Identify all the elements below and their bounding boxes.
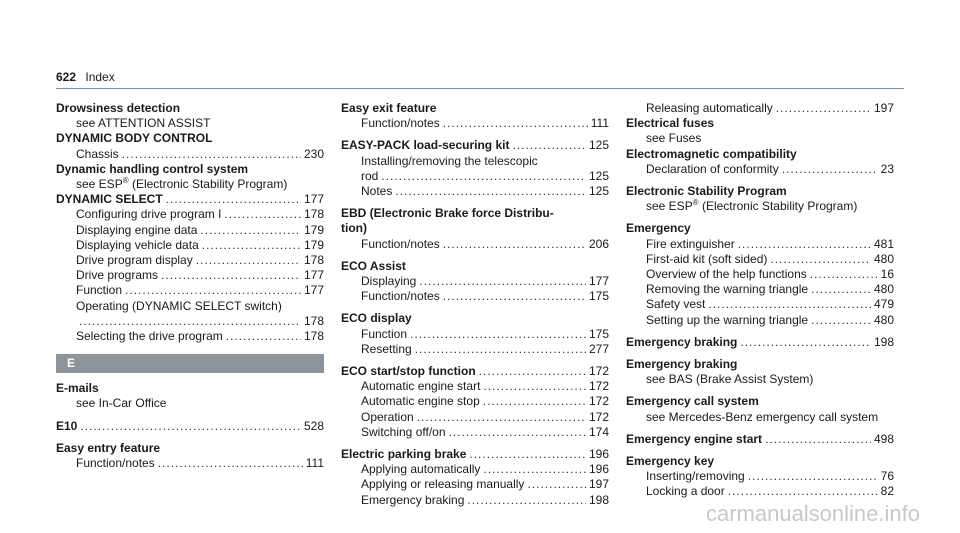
index-see-ref[interactable]: see ESP® (Electronic Stability Program) [76,176,288,192]
index-subentry[interactable]: Overview of the help functions ..... 16 [626,267,894,282]
index-subentry[interactable]: Releasing automatically ..... 197 [626,101,894,116]
index-subentry[interactable]: Drive programs ..... 177 [56,268,324,283]
index-subentry[interactable]: Setting up the warning triangle ..... 480 [626,313,894,328]
index-entry-title: Electrical fuses [626,116,715,131]
index-see-ref[interactable]: see Mercedes-Benz emergency call system [646,409,879,424]
index-entry-title: Dynamic handling control system [56,161,249,176]
index-entry-title: Electronic Stability Program [626,184,787,199]
index-entry-title: EBD (Electronic Brake force Distribu- [341,206,554,221]
index-entry-title: Electromagnetic compatibility [626,146,797,161]
index-entry-title: DYNAMIC BODY CONTROL [56,131,213,146]
index-subentry[interactable]: Resetting ..... 277 [341,342,609,357]
index-entry-title: E-mails [56,381,99,396]
index-subentry-page[interactable]: ..... 178 [56,314,324,329]
index-see-ref[interactable]: see In-Car Office [76,396,167,411]
index-entry[interactable]: Emergency engine start ..... 498 [626,432,894,447]
index-subentry[interactable]: Displaying vehicle data ..... 179 [56,238,324,253]
page-header [56,70,115,84]
index-subentry[interactable]: Chassis ..... 230 [56,147,324,162]
index-column-1 [56,101,324,471]
index-subentry[interactable]: Inserting/removing ..... 76 [626,469,894,484]
index-subentry[interactable]: Switching off/on ..... 174 [341,425,609,440]
index-subentry[interactable]: Function/notes ..... 111 [341,116,609,131]
index-column-3 [626,101,894,500]
index-subentry[interactable]: Displaying ..... 177 [341,274,609,289]
page-number: 622 [56,70,77,84]
index-subentry[interactable]: Function ..... 177 [56,283,324,298]
index-subentry[interactable]: Applying or releasing manually ..... 197 [341,477,609,492]
index-subentry[interactable]: Declaration of conformity ..... 23 [626,162,894,177]
index-entry[interactable]: DYNAMIC SELECT ..... 177 [56,192,324,207]
index-entry[interactable]: ECO start/stop function ..... 172 [341,364,609,379]
index-entry[interactable]: Electric parking brake ..... 196 [341,447,609,462]
header-rule [56,88,904,89]
index-entry-title: tion) [341,221,367,236]
index-subentry[interactable]: Operating (DYNAMIC SELECT switch) [76,298,282,313]
page-title: Index [85,70,115,84]
index-entry-title: Easy exit feature [341,101,437,115]
index-subentry[interactable]: Function/notes ..... 175 [341,289,609,304]
index-entry-title: ECO Assist [341,258,406,273]
index-subentry[interactable]: Function ..... 175 [341,327,609,342]
index-see-ref[interactable]: see ATTENTION ASSIST [76,116,211,131]
index-subentry[interactable]: Applying automatically ..... 196 [341,462,609,477]
index-subentry[interactable]: Fire extinguisher ..... 481 [626,237,894,252]
index-subentry[interactable]: Installing/removing the telescopic [361,153,538,168]
index-subentry[interactable]: Automatic engine start ..... 172 [341,379,609,394]
index-subentry[interactable]: Displaying engine data ..... 179 [56,223,324,238]
index-entry[interactable]: E10 ..... 528 [56,419,324,434]
index-subentry[interactable]: Removing the warning triangle ..... 480 [626,282,894,297]
watermark-text: carmanualsonline.info [705,501,920,526]
index-see-ref[interactable]: see ESP® (Electronic Stability Program) [646,198,858,214]
index-subentry[interactable]: Function/notes ..... 206 [341,237,609,252]
index-entry-title: ECO display [341,311,412,326]
section-letter-e: E [56,354,324,373]
index-column-2 [341,101,609,508]
index-subentry[interactable]: Automatic engine stop ..... 172 [341,394,609,409]
index-entry-title: Emergency [626,221,691,236]
index-subentry[interactable]: Configuring drive program I ..... 178 [56,207,324,222]
index-entry-title: Emergency key [626,454,715,469]
index-entry[interactable]: Emergency braking ..... 198 [626,335,894,350]
index-entry-title: Emergency braking [626,357,738,372]
index-entry-title: Easy entry feature [56,440,161,455]
index-entry-title: Emergency call system [626,394,759,409]
index-subentry[interactable]: First-aid kit (soft sided) ..... 480 [626,252,894,267]
index-subentry[interactable]: Notes ..... 125 [341,184,609,199]
index-entry-title: Drowsiness detection [56,101,181,115]
index-subentry[interactable]: Locking a door ..... 82 [626,484,894,499]
index-see-ref[interactable]: see Fuses [646,131,702,146]
index-subentry[interactable]: Drive program display ..... 178 [56,253,324,268]
index-subentry[interactable]: Safety vest ..... 479 [626,297,894,312]
index-entry[interactable]: EASY-PACK load-securing kit ..... 125 [341,138,609,153]
index-subentry[interactable]: Operation ..... 172 [341,410,609,425]
index-subentry[interactable]: Function/notes ..... 111 [56,456,324,471]
index-subentry[interactable]: Emergency braking ..... 198 [341,493,609,508]
index-subentry[interactable]: Selecting the drive program ..... 178 [56,329,324,344]
index-see-ref[interactable]: see BAS (Brake Assist System) [646,372,814,387]
index-subentry[interactable]: rod ..... 125 [341,169,609,184]
